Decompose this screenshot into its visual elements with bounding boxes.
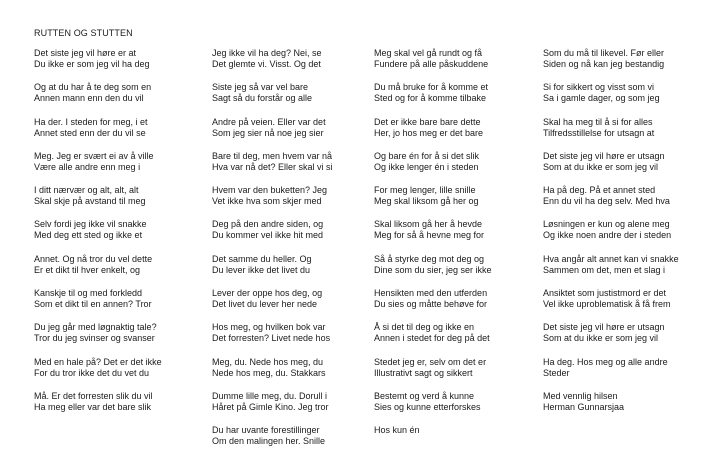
stanza <box>212 254 377 288</box>
poem-line: Det er ikke bare bare dette <box>374 116 481 127</box>
poem-line: Ha på deg. På et annet sted <box>543 185 656 196</box>
stanza <box>34 82 199 116</box>
poem-line: Meg for så å hevne meg for <box>374 230 485 241</box>
poem-line: Du jeg går med løgnaktig tale? <box>34 322 157 333</box>
poem-line: Som et dikt til en annen? Tror <box>34 299 152 310</box>
poem-line: Meg, du. Nede hos meg, du <box>212 356 324 367</box>
poem-title: RUTTEN OG STUTTEN <box>34 28 133 38</box>
poem-line: Ha deg. Hos meg og alle andre <box>543 356 668 367</box>
stanza <box>34 185 199 219</box>
poem-line: Det samme du heller. Og <box>212 253 312 264</box>
stanza <box>543 219 708 253</box>
poem-line: Å si det til deg og ikke en <box>374 322 475 333</box>
stanza <box>374 288 539 322</box>
poem-column-4 <box>543 48 708 425</box>
poem-line: Det siste jeg vil høre er utsagn <box>543 150 665 161</box>
stanza <box>543 82 708 116</box>
poem-line: Som at du ikke er som jeg vil <box>543 161 659 172</box>
stanza <box>34 391 199 425</box>
poem-line: Ha meg eller var det bare slik <box>34 401 152 412</box>
poem-line: Det siste jeg vil høre er utsagn <box>543 322 665 333</box>
stanza <box>212 185 377 219</box>
poem-line: Tilfredsstillelse for utsagn at <box>543 127 655 138</box>
poem-line: Hensikten med den utferden <box>374 288 488 299</box>
poem-line: Du lever ikke det livet du <box>212 264 311 275</box>
poem-line: Løsningen er kun og alene meg <box>543 219 670 230</box>
poem-line: Du sies og måtte behøve for <box>374 299 488 310</box>
poem-line: Og ikke noen andre der i steden <box>543 230 672 241</box>
poem-line: Være alle andre enn meg i <box>34 161 141 172</box>
stanza <box>212 322 377 356</box>
stanza <box>543 391 708 425</box>
poem-column-3 <box>374 48 539 460</box>
stanza <box>374 48 539 82</box>
stanza <box>374 117 539 151</box>
poem-line: Jeg ikke vil ha deg? Nei, se <box>212 48 322 58</box>
stanza <box>34 151 199 185</box>
poem-line: Som jeg sier nå noe jeg sier <box>212 127 324 138</box>
poem-line: Om den malingen her. Snille <box>212 436 326 447</box>
poem-line: Steder <box>543 367 570 378</box>
poem-line: Ha der. I steden for meg, i et <box>34 116 148 127</box>
poem-line: Sammen om det, men et slag i <box>543 264 666 275</box>
stanza <box>543 322 708 356</box>
poem-line: Nede hos meg, du. Stakkars <box>212 367 326 378</box>
stanza <box>543 357 708 391</box>
stanza <box>374 322 539 356</box>
poem-line: Vel ikke uproblematisk å få frem <box>543 299 671 310</box>
poem-line: Annen mann enn den du vil <box>34 93 144 104</box>
stanza <box>543 48 708 82</box>
stanza <box>212 219 377 253</box>
stanza <box>212 48 377 82</box>
poem-line: Må. Er det forresten slik du vil <box>34 390 153 401</box>
poem-line: I ditt nærvær og alt, alt, alt <box>34 185 139 196</box>
poem-line: Her, jo hos meg er det bare <box>374 127 484 138</box>
poem-line: Med vennlig hilsen <box>543 390 618 401</box>
poem-line: Annen i stedet for deg på det <box>374 333 490 344</box>
stanza <box>212 151 377 185</box>
poem-line: Hos kun én <box>374 425 420 436</box>
poem-line: Hva angår alt annet kan vi snakke <box>543 253 679 264</box>
stanza <box>34 288 199 322</box>
poem-line: Sted og for å komme tilbake <box>374 93 487 104</box>
poem-line: Og bare én for å si det slik <box>374 150 480 161</box>
stanza <box>543 185 708 219</box>
poem-line: Meg. Jeg er svært ei av å ville <box>34 150 154 161</box>
poem-line: Skal ha meg til å si for alles <box>543 116 653 127</box>
poem-line: Herman Gunnarsjaa <box>543 401 625 412</box>
stanza <box>34 48 199 82</box>
poem-line: Bare til deg, men hvem var nå <box>212 150 333 161</box>
poem-line: Det glemte vi. Visst. Og det <box>212 59 321 69</box>
poem-line: Du ikke er som jeg vil ha deg <box>34 59 150 69</box>
stanza <box>212 117 377 151</box>
poem-line: Håret på Gimle Kino. Jeg tror <box>212 401 329 412</box>
poem-line: Kanskje til og med forkledd <box>34 288 143 299</box>
poem-line: Hos meg, og hvilken bok var <box>212 322 326 333</box>
poem-line: Og at du har å te deg som en <box>34 82 152 93</box>
stanza <box>374 82 539 116</box>
poem-line: Illustrativt sagt og sikkert <box>374 367 473 378</box>
poem-line: Dine som du sier, jeg ser ikke <box>374 264 492 275</box>
poem-column-2 <box>212 48 377 460</box>
poem-line: Med en hale på? Det er det ikke <box>34 356 162 367</box>
poem-line: Stedet jeg er, selv om det er <box>374 356 487 367</box>
stanza <box>34 322 199 356</box>
poem-line: Som du må til likevel. Før eller <box>543 48 665 58</box>
stanza <box>34 219 199 253</box>
poem-line: Meg skal vel gå rundt og få <box>374 48 483 58</box>
poem-line: Tror du jeg svinser og svanser <box>34 333 155 344</box>
stanza <box>212 357 377 391</box>
stanza <box>374 254 539 288</box>
poem-line: Sa i gamle dager, og som jeg <box>543 93 660 104</box>
poem-line: Med deg ett sted og ikke et <box>34 230 143 241</box>
poem-line: Enn du vil ha deg selv. Med hva <box>543 196 670 207</box>
stanza <box>543 288 708 322</box>
poem-line: Deg på den andre siden, og <box>212 219 324 230</box>
poem-line: Vet ikke hva som skjer med <box>212 196 322 207</box>
poem-line: Skal skje på avstand til meg <box>34 196 146 207</box>
stanza <box>34 117 199 151</box>
poem-line: Si for sikkert og visst som vi <box>543 82 655 93</box>
stanza <box>212 391 377 425</box>
stanza <box>374 219 539 253</box>
stanza <box>212 288 377 322</box>
poem-line: For meg lenger, lille snille <box>374 185 476 196</box>
poem-line: Annet sted enn der du vil se <box>34 127 146 138</box>
poem-line: Meg skal liksom gå her og <box>374 196 479 207</box>
stanza <box>212 82 377 116</box>
poem-line: Det siste jeg vil høre er at <box>34 48 137 58</box>
stanza <box>34 357 199 391</box>
stanza <box>543 151 708 185</box>
poem-line: Siste jeg så var vel bare <box>212 82 309 93</box>
poem-line: For du tror ikke det du vet du <box>34 367 150 378</box>
poem-line: Sagt så du forstår og alle <box>212 93 313 104</box>
stanza <box>374 185 539 219</box>
poem-line: Lever der oppe hos deg, og <box>212 288 323 299</box>
poem-line: Hva var nå det? Eller skal vi si <box>212 161 333 172</box>
poem-line: Bestemt og verd å kunne <box>374 390 475 401</box>
poem-line: Det forresten? Livet nede hos <box>212 333 331 344</box>
stanza <box>374 151 539 185</box>
stanza <box>34 254 199 288</box>
stanza <box>212 425 377 459</box>
poem-line: Som at du ikke er som jeg vil <box>543 333 659 344</box>
poem-line: Og ikke lenger én i steden <box>374 161 479 172</box>
poem-line: Sies og kunne etterforskes <box>374 401 481 412</box>
poem-line: Siden og nå kan jeg bestandig <box>543 59 665 69</box>
poem-line: Så å styrke deg mot deg og <box>374 253 485 264</box>
stanza <box>543 254 708 288</box>
poem-line: Du har uvante forestillinger <box>212 425 320 436</box>
poem-line: Andre på veien. Eller var det <box>212 116 326 127</box>
stanza <box>374 391 539 425</box>
poem-line: Dumme lille meg, du. Dorull i <box>212 390 328 401</box>
poem-line: Selv fordi jeg ikke vil snakke <box>34 219 147 230</box>
poem-line: Ansiktet som justistmord er det <box>543 288 667 299</box>
poem-line: Det livet du lever her nede <box>212 299 318 310</box>
poem-column-1 <box>34 48 199 425</box>
poem-line: Du må bruke for å komme et <box>374 82 489 93</box>
stanza <box>374 425 539 459</box>
stanza <box>543 117 708 151</box>
poem-line: Er et dikt til hver enkelt, og <box>34 264 141 275</box>
poem-line: Hvem var den buketten? Jeg <box>212 185 328 196</box>
stanza <box>374 357 539 391</box>
poem-line: Annet. Og nå tror du vel dette <box>34 253 153 264</box>
poem-line: Du kommer vel ikke hit med <box>212 230 324 241</box>
poem-line: Skal liksom gå her å hevde <box>374 219 483 230</box>
poem-line: Fundere på alle påskuddene <box>374 59 489 69</box>
